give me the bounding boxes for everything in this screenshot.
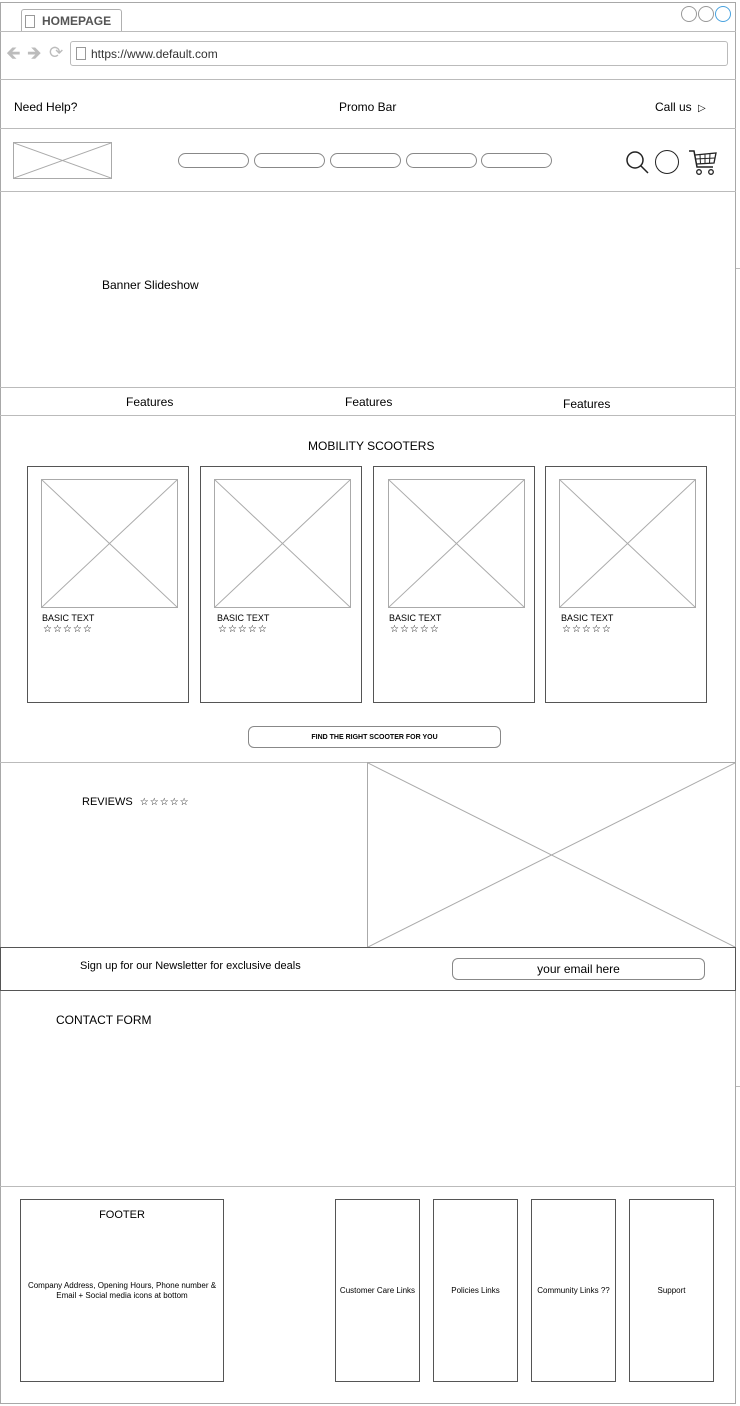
feature-3: Features: [563, 397, 611, 411]
forward-arrow-icon[interactable]: 🡺: [27, 43, 42, 63]
footer-link-label: Policies Links: [451, 1285, 500, 1295]
contact-form-label: CONTACT FORM: [56, 1013, 152, 1027]
product-label: BASIC TEXT: [42, 613, 95, 623]
reviews-stars: ☆☆☆☆☆: [139, 797, 190, 808]
call-us-link[interactable]: [655, 100, 706, 114]
feature-2: Features: [345, 395, 393, 409]
divider: [0, 415, 736, 416]
footer-support-links[interactable]: [629, 1199, 714, 1382]
divider: [0, 1186, 736, 1187]
nav-item-4[interactable]: [406, 153, 477, 168]
play-icon: ▷: [698, 103, 706, 114]
footer-info-box: [20, 1199, 224, 1382]
nav-item-5[interactable]: [481, 153, 552, 168]
product-image: [559, 479, 696, 608]
back-arrow-icon[interactable]: 🡸: [6, 43, 21, 63]
scroll-tick: [736, 1086, 740, 1087]
document-icon: [25, 15, 35, 28]
product-label: BASIC TEXT: [389, 613, 442, 623]
browser-frame: [0, 2, 736, 1404]
address-bar[interactable]: [70, 41, 728, 66]
product-card[interactable]: [200, 466, 362, 703]
footer-link-label: Support: [657, 1285, 686, 1295]
find-scooter-button[interactable]: FIND THE RIGHT SCOOTER FOR YOU: [248, 726, 501, 748]
section-title: MOBILITY SCOOTERS: [308, 439, 435, 453]
tab-title: HOMEPAGE: [42, 14, 112, 28]
footer-link-label: Customer Care Links: [339, 1285, 416, 1295]
tab-divider: [0, 31, 736, 32]
product-image: [41, 479, 178, 608]
footer-policies-links[interactable]: [433, 1199, 518, 1382]
footer-community-links[interactable]: [531, 1199, 616, 1382]
divider: [0, 387, 736, 388]
nav-item-3[interactable]: [330, 153, 401, 168]
nav-item-2[interactable]: [254, 153, 325, 168]
page-icon: [76, 47, 86, 60]
footer-link-label: Community Links ??: [537, 1285, 610, 1295]
star-rating: ☆☆☆☆☆: [562, 624, 612, 635]
reviews-heading: [82, 796, 190, 808]
newsletter-text: Sign up for our Newsletter for exclusive deals: [80, 960, 301, 972]
star-rating: ☆☆☆☆☆: [43, 624, 93, 635]
product-image: [214, 479, 351, 608]
call-us-label: Call us: [655, 100, 692, 114]
star-rating: ☆☆☆☆☆: [218, 624, 268, 635]
divider: [0, 79, 736, 80]
cart-icon[interactable]: [688, 148, 718, 176]
product-label: BASIC TEXT: [217, 613, 270, 623]
product-card[interactable]: [545, 466, 707, 703]
banner-label: Banner Slideshow: [102, 278, 199, 292]
divider: [0, 191, 736, 192]
promo-bar-text: Promo Bar: [339, 100, 397, 114]
window-maximize-icon[interactable]: [698, 6, 714, 22]
window-close-icon[interactable]: [715, 6, 731, 22]
product-label: BASIC TEXT: [561, 613, 614, 623]
divider: [0, 128, 736, 129]
email-input[interactable]: your email here: [452, 958, 705, 980]
product-card[interactable]: [373, 466, 535, 703]
footer-description: Company Address, Opening Hours, Phone number & Email + Social media icons at bottom: [27, 1280, 217, 1300]
footer-customer-care-links[interactable]: [335, 1199, 420, 1382]
footer-title: FOOTER: [99, 1209, 145, 1221]
need-help-link[interactable]: Need Help?: [14, 100, 78, 114]
reviews-image: [367, 762, 736, 948]
feature-1: Features: [126, 395, 174, 409]
reviews-label: REVIEWS: [82, 796, 133, 808]
scroll-tick: [736, 268, 740, 269]
nav-item-1[interactable]: [178, 153, 249, 168]
star-rating: ☆☆☆☆☆: [390, 624, 440, 635]
browser-tab[interactable]: [21, 9, 122, 32]
logo-placeholder[interactable]: [13, 142, 112, 179]
account-icon[interactable]: [655, 150, 679, 174]
reload-icon[interactable]: ⟳: [49, 43, 64, 62]
product-image: [388, 479, 525, 608]
product-card[interactable]: [27, 466, 189, 703]
window-minimize-icon[interactable]: [681, 6, 697, 22]
search-icon[interactable]: [625, 150, 650, 175]
url-text: https://www.default.com: [91, 47, 218, 61]
